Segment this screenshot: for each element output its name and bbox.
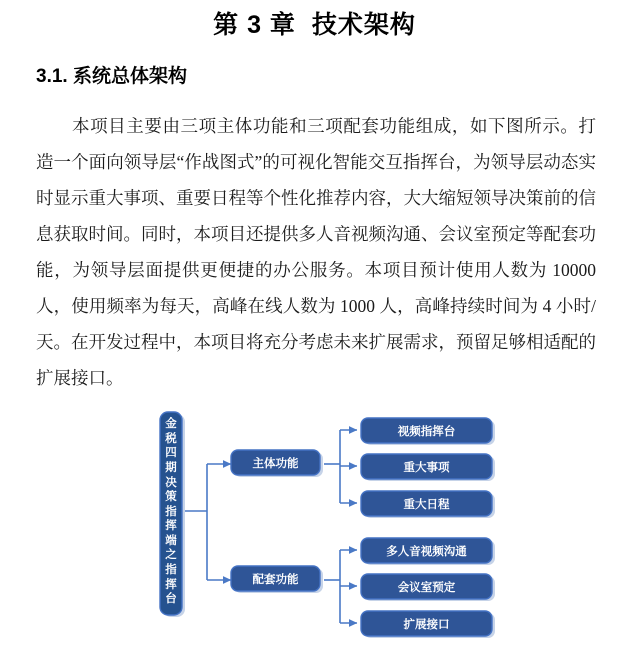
architecture-diagram xyxy=(0,400,629,653)
leaf-label: 会议室预定 xyxy=(397,582,456,594)
root-node-label-char: 台 xyxy=(165,593,177,606)
root-node-box xyxy=(160,412,182,615)
body-paragraph: 本项目主要由三项主体功能和三项配套功能组成，如下图所示。打造一个面向领导层“作战图式”的可视化智能交互指挥台，为领导层动态实时显示重大事项、重要日程等个性化推荐内容，大大缩短领导决策前的信息获取时间。同时，本项目还提供多人音视频沟通、会议室预定等配套功能，为领导层面提供更便捷的办公服务。本项目预计使用人数为 10000 人，使用频率为每天，高峰在线人数为 1000 人，高峰持续时间为 4 小时/天。在开发过程中，本项目将充分考虑未来扩展需求，预留足够相适配的扩展接口。 xyxy=(36,116,596,388)
main-functions-label: 主体功能 xyxy=(252,458,299,470)
root-node-label-char: 端 xyxy=(165,534,177,547)
diagram-node-leaf[interactable] xyxy=(361,538,495,565)
diagram-node-root[interactable] xyxy=(160,412,185,617)
root-node-label-char: 之 xyxy=(165,549,177,562)
root-node-label-char: 挥 xyxy=(165,578,177,591)
connector-group-support-functions xyxy=(324,550,357,623)
root-node-label-char: 四 xyxy=(165,447,177,460)
leaf-label: 重大事项 xyxy=(403,462,450,474)
diagram-node-leaf[interactable] xyxy=(361,454,495,481)
root-node-label-char: 指 xyxy=(165,564,177,577)
root-node-label-char: 金 xyxy=(165,418,177,431)
diagram-node-leaf[interactable] xyxy=(361,574,495,601)
support-functions-label: 配套功能 xyxy=(252,574,299,586)
root-node-label-char: 挥 xyxy=(165,520,177,533)
chapter-title: 第 3 章 技术架构 xyxy=(213,11,416,39)
leaf-label: 重大日程 xyxy=(403,499,450,511)
leaf-label: 视频指挥台 xyxy=(397,426,456,438)
root-node-label-char: 决 xyxy=(165,476,177,489)
diagram-node-leaf[interactable] xyxy=(361,418,495,445)
leaf-label: 多人音视频沟通 xyxy=(386,546,467,558)
diagram-node-main-functions[interactable] xyxy=(231,450,323,477)
section-heading: 3.1. 系统总体架构 xyxy=(36,66,187,87)
connector-group-root xyxy=(184,464,231,580)
connector-group-main-functions xyxy=(324,430,357,503)
leaf-label: 扩展接口 xyxy=(403,619,450,631)
diagram-node-leaf[interactable] xyxy=(361,491,495,518)
root-node-label-char: 税 xyxy=(165,432,177,445)
root-node-label-char: 期 xyxy=(165,461,177,474)
root-node-label-char: 指 xyxy=(165,505,177,518)
diagram-node-support-functions[interactable] xyxy=(231,566,323,593)
root-node-label-char: 策 xyxy=(165,491,177,504)
diagram-node-leaf[interactable] xyxy=(361,611,495,638)
